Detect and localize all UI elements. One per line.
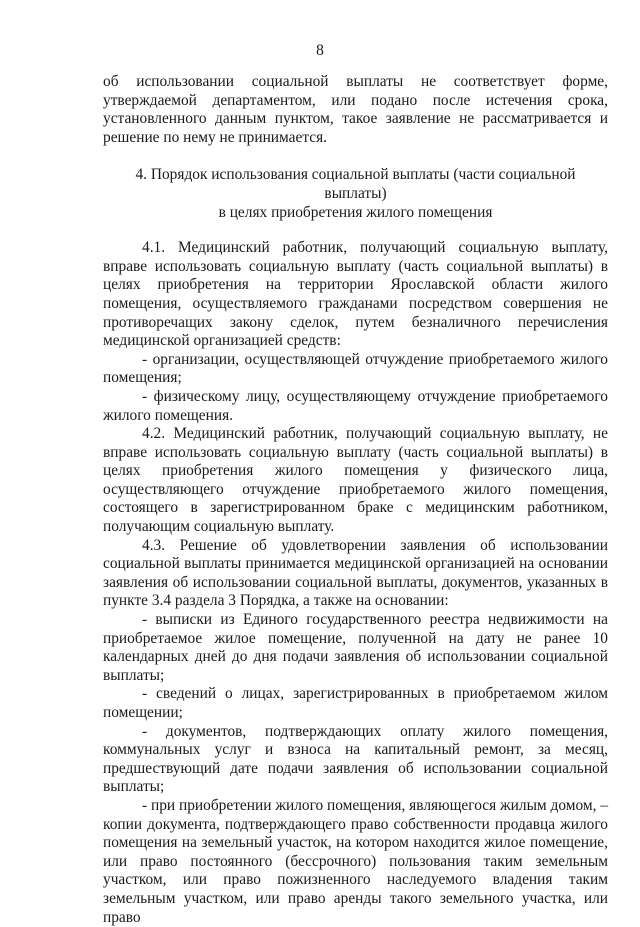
document-body — [103, 73, 608, 927]
list-item-land-rights: - при приобретении жилого помещения, являющегося жилым домом, – копии документа, подтверждающего право собственности продавца жилого помещения на земельный участок, на котором находится жилое помещение, или право постоянного (бессрочного) пользования таким земельным участком, или право пожизненного наследуемого владения таким земельным участком, или право аренды такого земельного участка, или право — [103, 796, 609, 926]
list-item-registered-persons: - сведений о лицах, зарегистрированных в приобретаемом жилом помещении; — [103, 685, 608, 721]
paragraph-continuation: об использовании социальной выплаты не соответствует форме, утверждаемой департаментом, или подано после истечения срока, установленного данным пунктом, такое заявление не рассматривается и решение по нему не принимается. — [103, 73, 608, 146]
page-number: 8 — [316, 42, 324, 59]
list-item-individual: - физическому лицу, осуществляющему отчуждение приобретаемого жилого помещения. — [103, 387, 608, 424]
list-item-organization: - организации, осуществляющей отчуждение приобретаемого жилого помещения; — [103, 350, 608, 387]
paragraph-4-2: 4.2. Медицинский работник, получающий социальную выплату, не вправе использовать социальную выплату (часть социальной выплаты) в целях приобретения жилого помещения у физического лица, осуществляющего отчуждение приобретаемого жилого помещения, состоящего в зарегистрированном браке с медицинским работником, получающим социальную выплату. — [103, 425, 608, 536]
list-item-registry-extract: - выписки из Единого государственного реестра недвижимости на приобретаемое жилое помещение, полученной на дату не ранее 10 календарных дней до дня подачи заявления об использовании социальной выплаты; — [103, 611, 608, 684]
paragraph-4-1: 4.1. Медицинский работник, получающий социальную выплату, вправе использовать социальную выплату (часть социальной выплаты) в целях приобретения на территории Ярославской области жилого помещения, осуществляемого гражданами посредством совершения не противоречащих закону сделок, путем безналичного перечисления медицинской организацией средств: — [103, 239, 608, 350]
section-heading-line-1: 4. Порядок использования социальной выплаты (части социальной выплаты) — [135, 166, 576, 202]
list-item-payment-documents: - документов, подтверждающих оплату жилого помещения, коммунальных услуг и взноса на капитальный ремонт, за месяц, предшествующий дате подачи заявления об использовании социальной выплаты; — [103, 722, 608, 796]
section-heading-line-2: в целях приобретения жилого помещения — [218, 203, 493, 221]
paragraph-4-3: 4.3. Решение об удовлетворении заявления об использовании социальной выплаты принимается медицинской организацией на основании заявления об использовании социальной выплаты, документов, указанных в пункте 3.4 раздела 3 Порядка, а также на основании: — [103, 536, 608, 610]
section-heading — [103, 166, 608, 222]
